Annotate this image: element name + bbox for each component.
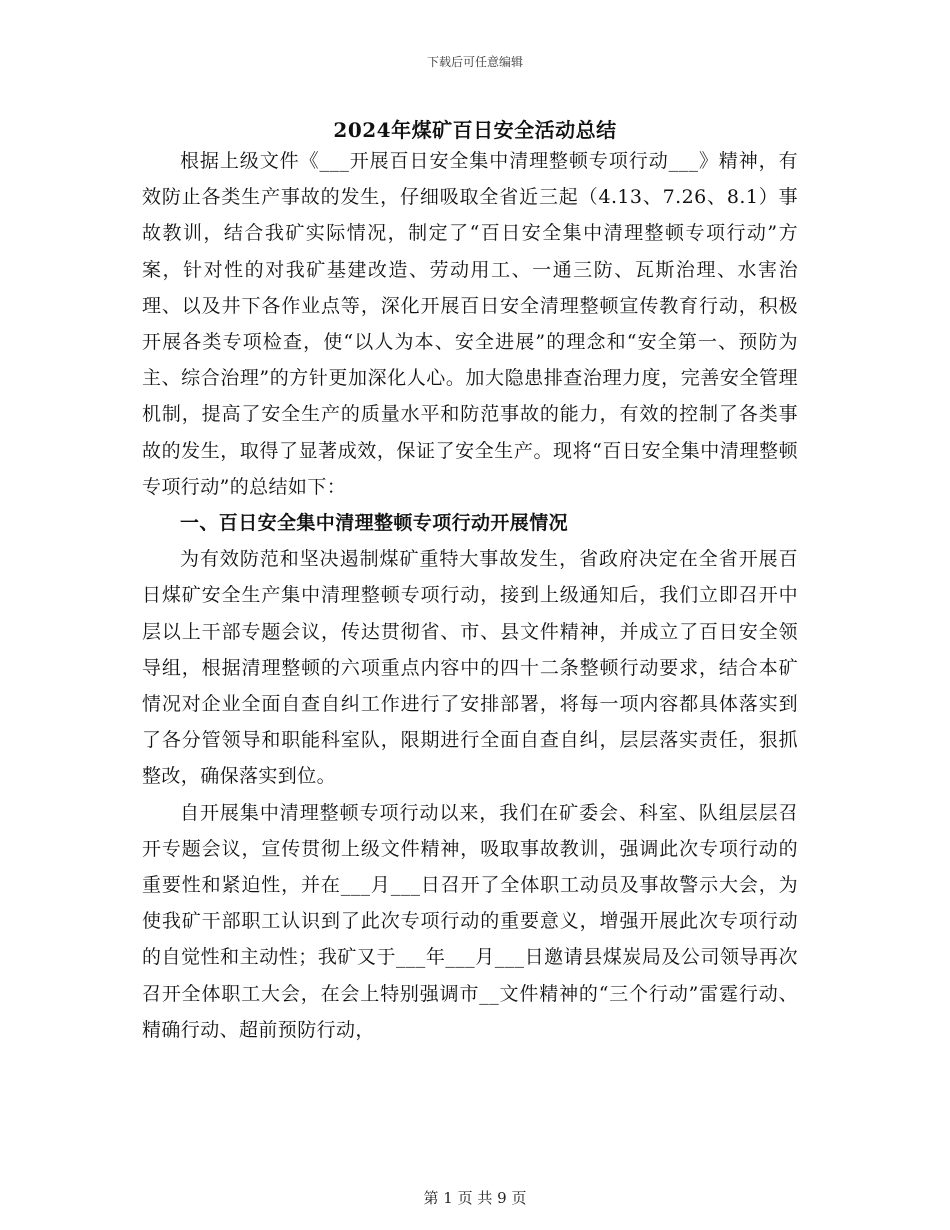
document-title: 2024年煤矿百日安全活动总结 (333, 118, 617, 142)
paragraph-meetings: 自开展集中清理整顿专项行动以来，我们在矿委会、科室、队组层层召开专题会议，宣传贯彻上级文件精神，吸取事故教训，强调此次专项行动的重要性和紧迫性，并在___月___日召开了全体职工动员及事故警示大会，为使我矿干部职工认识到了此次专项行动的重要意义，增强开展此次专项行动的自觉性和主动性；我矿又于___年___月___日邀请县煤炭局及公司领导再次召开全体职工大会，在会上特别强调市__文件精神的“三个行动”雷霆行动、精确行动、超前预防行动， (142, 801, 798, 1041)
document-body (142, 143, 798, 1048)
paragraph-intro: 根据上级文件《___开展百日安全集中清理整顿专项行动___》精神，有效防止各类生产事故的发生，仔细吸取全省近三起（4.13、7.26、8.1）事故教训，结合我矿实际情况，制定了“百日安全集中清理整顿专项行动”方案，针对性的对我矿基建改造、劳动用工、一通三防、瓦斯治理、水害治理、以及井下各作业点等，深化开展百日安全清理整顿宣传教育行动，积极开展各类专项检查，使“以人为本、安全进展”的理念和“安全第一、预防为主、综合治理”的方针更加深化人心。加大隐患排查治理力度，完善安全管理机制，提高了安全生产的质量水平和防范事故的能力，有效的控制了各类事故的发生，取得了显著成效，保证了安全生产。现将“百日安全集中清理整顿专项行动”的总结如下： (142, 150, 798, 498)
paragraph-actions: 为有效防范和坚决遏制煤矿重特大事故发生，省政府决定在全省开展百日煤矿安全生产集中清理整顿专项行动，接到上级通知后，我们立即召开中层以上干部专题会议，传达贯彻省、市、县文件精神，并成立了百日安全领导组，根据清理整顿的六项重点内容中的四十二条整顿行动要求，结合本矿情况对企业全面自查自纠工作进行了安排部署，将每一项内容都具体落实到了各分管领导和职能科室队，限期进行全面自查自纠，层层落实责任，狠抓整改，确保落实到位。 (142, 548, 798, 788)
section-heading: 一、百日安全集中清理整顿专项行动开展情况 (180, 512, 569, 535)
header-note: 下载后可任意编辑 (426, 55, 523, 69)
page-indicator: 第 1 页 共 9 页 (423, 1189, 527, 1207)
